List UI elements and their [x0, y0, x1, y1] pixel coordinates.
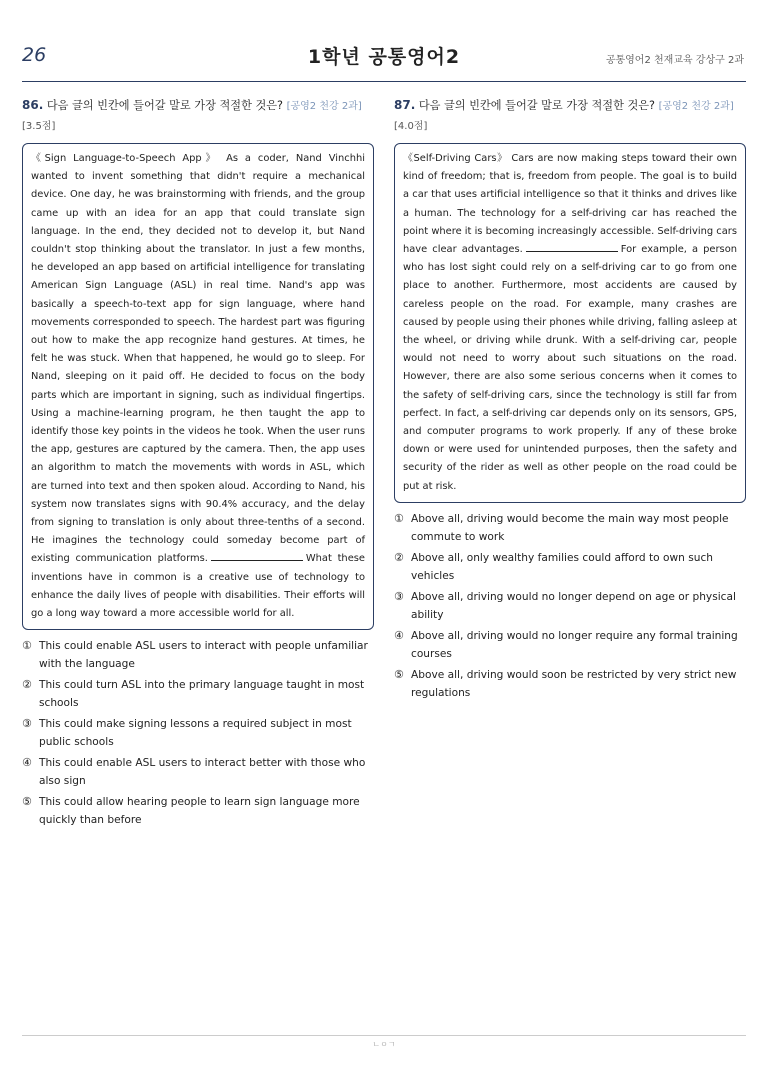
question-number: 86. [22, 98, 44, 112]
choice-number: ③ [394, 589, 404, 603]
choice-text: Above all, only wealthy families could afford to own such vehicles [411, 551, 713, 582]
choice-text: Above all, driving would soon be restricted by very strict new regulations [411, 668, 737, 699]
page-title: 1학년 공통영어2 [307, 46, 461, 68]
page-number: 26 [22, 44, 47, 66]
choice-text: This could allow hearing people to learn sign language more quickly than before [39, 796, 360, 827]
choice-number: ⑤ [394, 667, 404, 681]
passage-text-continued: What these inventions have in common is a creative use of technology to enhance the daily lives of people with disabilities. Their efforts will go a long way toward a more accessible world for all. [31, 553, 365, 620]
passage-text: 《Self-Driving Cars》 Cars are now making steps toward their own kind of freedom; that is, freedom from people. The goal is to build a car that uses artificial intelligence so that it thinks and drives like a human. The technology for a self-driving car has reached the point where it is becoming increasingly accessible. Self-driving cars have clear advantages. [403, 153, 737, 256]
choice-2[interactable] [394, 549, 746, 585]
choice-number: ② [394, 550, 404, 564]
choice-text: Above all, driving would become the main way most people commute to work [411, 512, 729, 543]
question-source: [공영2 천강 2과] [286, 101, 362, 112]
passage-box [22, 143, 374, 630]
question-points: [4.0점] [394, 121, 428, 132]
answer-blank [526, 242, 618, 252]
footer-mark: ㄴㅇㄱ [372, 1040, 396, 1049]
choice-3[interactable] [394, 588, 746, 624]
header-rule [22, 81, 746, 82]
question-86-header [22, 96, 374, 136]
choice-text: Above all, driving would no longer require any formal training courses [411, 629, 738, 660]
choice-list [22, 637, 374, 829]
choice-1[interactable] [394, 510, 746, 546]
choice-4[interactable] [394, 627, 746, 663]
choice-list [394, 510, 746, 702]
question-87 [394, 96, 746, 705]
choice-2[interactable] [22, 676, 374, 712]
choice-number: ① [394, 511, 404, 525]
question-87-header [394, 96, 746, 136]
passage-box [394, 143, 746, 503]
question-prompt: 다음 글의 빈칸에 들어갈 말로 가장 적절한 것은? [46, 99, 283, 112]
choice-number: ④ [22, 756, 32, 770]
choice-5[interactable] [22, 793, 374, 829]
choice-text: This could make signing lessons a required subject in most public schools [39, 718, 352, 749]
choice-number: ⑤ [22, 795, 32, 809]
choice-4[interactable] [22, 754, 374, 790]
passage-text-continued: For example, a person who has lost sight could rely on a self-driving car to go from one place to another. Furthermore, most accidents are caused by careless people on the road. For example, many crashes are caused by people using their phones while driving, falling asleep at the wheel, or driving while drunk. With a self-driving car, people would not need to worry about such situations on the road. However, there are also some serious concerns when it comes to the safety of self-driving cars, since the technology is still far from perfect. In fact, a self-driving car depends only on its sensors, GPS, and computer programs to work properly. If any of these broke down or were used for unintended purposes, then the safety and security of the rider as well as other people on the road could be put at risk. [403, 244, 737, 492]
question-source: [공영2 천강 2과] [658, 101, 734, 112]
passage-text: 《Sign Language-to-Speech App》 As a coder, Nand Vinchhi wanted to invent something that didn't require a mechanical device. One day, he was brainstorming with friends, and the group came up with an idea for an app that could translate sign language. In the end, they decided not to develop it, but Nand couldn't stop thinking about the translator. In just a few months, he developed an app based on artificial intelligence for translating American Sign Language (ASL) in real time. Nand's app was basically a speech-to-text app for sign language, where hand movements corresponded to speech. The hardest part was figuring out how to make the app recognize hand gestures. At times, he felt he was stuck. When that happened, he would go to sleep. For Nand, sleeping on it paid off. He decided to focus on the body parts which are important in signing, such as individual fingertips. Using a machine-learning program, he then taught the app to identify those key points in the videos he took. When the user runs the app, gestures are captured by the camera. Then, the app uses an algorithm to match the movements with words in ASL, which are turned into text and then spoken aloud. According to Nand, his system now translates signs with 90.4% accuracy, and the delay from signing to translation is only about three-tenths of a second. He imagines the technology could someday become part of existing communication platforms. [31, 153, 365, 565]
question-prompt: 다음 글의 빈칸에 들어갈 말로 가장 적절한 것은? [418, 99, 655, 112]
choice-number: ③ [22, 717, 32, 731]
choice-3[interactable] [22, 715, 374, 751]
question-points: [3.5점] [22, 121, 56, 132]
question-number: 87. [394, 98, 416, 112]
answer-blank [211, 551, 303, 561]
question-86 [22, 96, 374, 832]
choice-text: This could turn ASL into the primary language taught in most schools [39, 679, 365, 710]
choice-text: Above all, driving would no longer depend on age or physical ability [411, 590, 736, 621]
footer-rule [22, 1035, 746, 1036]
choice-number: ④ [394, 628, 404, 642]
header-source: 공통영어2 천재교육 강상구 2과 [605, 55, 744, 66]
choice-text: This could enable ASL users to interact better with those who also sign [39, 757, 366, 788]
choice-number: ② [22, 678, 32, 692]
choice-number: ① [22, 639, 32, 653]
choice-5[interactable] [394, 666, 746, 702]
choice-text: This could enable ASL users to interact with people unfamiliar with the language [39, 640, 368, 671]
choice-1[interactable] [22, 637, 374, 673]
